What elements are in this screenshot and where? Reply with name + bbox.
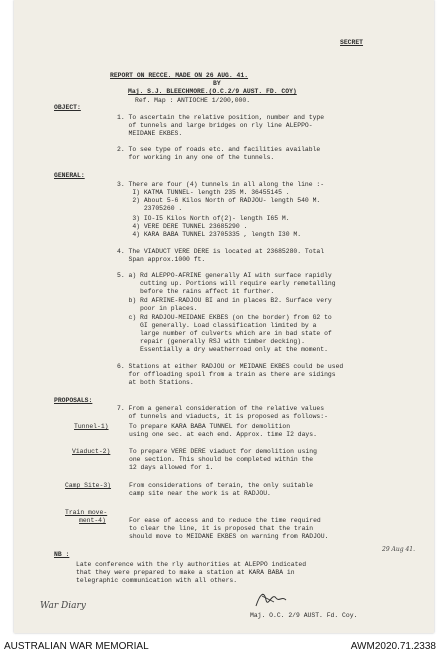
object-line: of tunnels and large bridges on rly line ALEPPO- <box>117 122 313 129</box>
classification-stamp: SECRET <box>340 39 364 46</box>
general-line: GI generally. Load classification limited by a <box>117 322 317 329</box>
proposals-heading: PROPOSALS: <box>54 397 93 404</box>
general-line: 23705260 . <box>117 205 183 212</box>
general-line: large number of culverts which are in bad state of <box>117 330 332 337</box>
viaduct-line: To prepare VERE DERE viaduct for demolition using <box>129 448 317 455</box>
war-diary-handwriting: War Diary <box>40 601 86 611</box>
general-line: 2) About 5-6 Kilos North of RADJOU- length 540 M. <box>117 197 321 204</box>
general-line: Essentially a dry weatherroad only at the moment. <box>117 346 328 353</box>
reference-map: Ref. Map : ANTIOCHE 1/200,000. <box>135 97 251 104</box>
viaduct-line: 12 days allowed for 1. <box>129 464 214 471</box>
general-line: 6. Stations at either RADJOU or MEIDANE EKBES could be used <box>117 363 344 370</box>
object-line: 1. To ascertain the relative position, number and type <box>117 114 325 121</box>
camp-site-label: Camp Site-3) <box>65 482 112 489</box>
general-line: poor in places. <box>117 305 198 312</box>
general-line: b) Rd AFRINE-RADJOU BI and in places B2. Surface very <box>117 297 332 304</box>
nb-line: telegraphic communication with all others. <box>76 577 238 584</box>
signature-mark <box>252 588 292 610</box>
general-line: c) Rd RADJOU-MEIDANE EKBES (on the border) from G2 to <box>117 314 332 321</box>
general-line: at both Stations. <box>117 379 194 386</box>
train-movement-line: For ease of access and to reduce the time required <box>129 517 321 524</box>
general-line: repair (generally RSJ with timber decking). <box>117 338 305 345</box>
general-line: for offloading spoil from a train as there are sidings <box>117 371 336 378</box>
object-line: for working in any one of the tunnels. <box>117 154 275 161</box>
train-movement-line: to clear the line, it is proposed that the train <box>129 525 314 532</box>
footer-institution: AUSTRALIAN WAR MEMORIAL <box>4 641 149 652</box>
general-heading: GENERAL: <box>54 172 85 179</box>
proposals-intro: of tunnels and viaducts, it is proposed as follows:- <box>117 413 328 420</box>
train-movement-label: ment-4) <box>79 517 106 524</box>
object-heading: OBJECT: <box>54 104 81 111</box>
object-line: 2. To see type of roads etc. and facilities available <box>117 146 321 153</box>
general-line: 4) KARA BABA TUNNEL 23705335 , length I30 M. <box>117 231 302 238</box>
nb-heading: NB : <box>54 551 70 558</box>
signature-block: Maj. O.C. 2/9 AUST. Fd. Coy. <box>250 612 358 619</box>
general-line: 3) IO-I5 Kilos North of(2)- length I65 M. <box>117 215 290 222</box>
general-line: 3. There are four (4) tunnels in all along the line :- <box>117 181 325 188</box>
nb-line: Late conference with the rly authorities at ALEPPO indicated <box>76 561 307 568</box>
footer-accession-number: AWM2020.71.2338 <box>350 641 436 652</box>
general-line: cutting up. Portions will require early remetalling <box>117 280 336 287</box>
proposals-intro: 7. From a general consideration of the relative values <box>117 405 325 412</box>
handwritten-date: 29 Aug 41. <box>382 546 416 553</box>
viaduct-label: Viaduct-2) <box>72 448 111 455</box>
general-line: 4) VERE DERE TUNNEL 23685290 . <box>117 223 248 230</box>
tunnel-line: using one sec. at each end. Approx. time I2 days. <box>129 431 317 438</box>
train-movement-label: Train move- <box>65 509 108 516</box>
viaduct-line: one section. This should be completed within the <box>129 456 314 463</box>
archive-footer <box>0 638 442 653</box>
nb-line: that they were prepared to make a station at KARA BABA in <box>76 569 295 576</box>
general-line: 4. The VIADUCT VERE DERE is located at 23685280. Total <box>117 248 325 255</box>
report-by: BY <box>213 80 221 87</box>
document-page <box>14 0 434 633</box>
camp-site-line: camp site near the work is at RADJOU. <box>129 490 271 497</box>
general-line: before the rains affect it further. <box>117 288 275 295</box>
object-line: MEIDANE EKBES. <box>117 130 183 137</box>
tunnel-line: To prepare KARA BABA TUNNEL for demolition <box>129 423 291 430</box>
train-movement-line: should move to MEIDANE EKBES on warning from RADJOU. <box>129 533 329 540</box>
general-line: 5. a) Rd ALEPPO-AFRINE generally AI with surface rapidly <box>117 272 332 279</box>
report-title: REPORT ON RECCE. MADE ON 26 AUG. 41. <box>110 72 249 79</box>
tunnel-label: Tunnel-1) <box>74 423 109 430</box>
general-line: I) KATMA TUNNEL- length 235 M. 36455145 . <box>117 189 290 196</box>
report-author: Maj. S.J. BLEECHMORE.(O.C.2/9 AUST. FD. COY) <box>128 88 297 95</box>
camp-site-line: From considerations of terain, the only suitable <box>129 482 314 489</box>
general-line: Span approx.1000 ft. <box>117 256 206 263</box>
